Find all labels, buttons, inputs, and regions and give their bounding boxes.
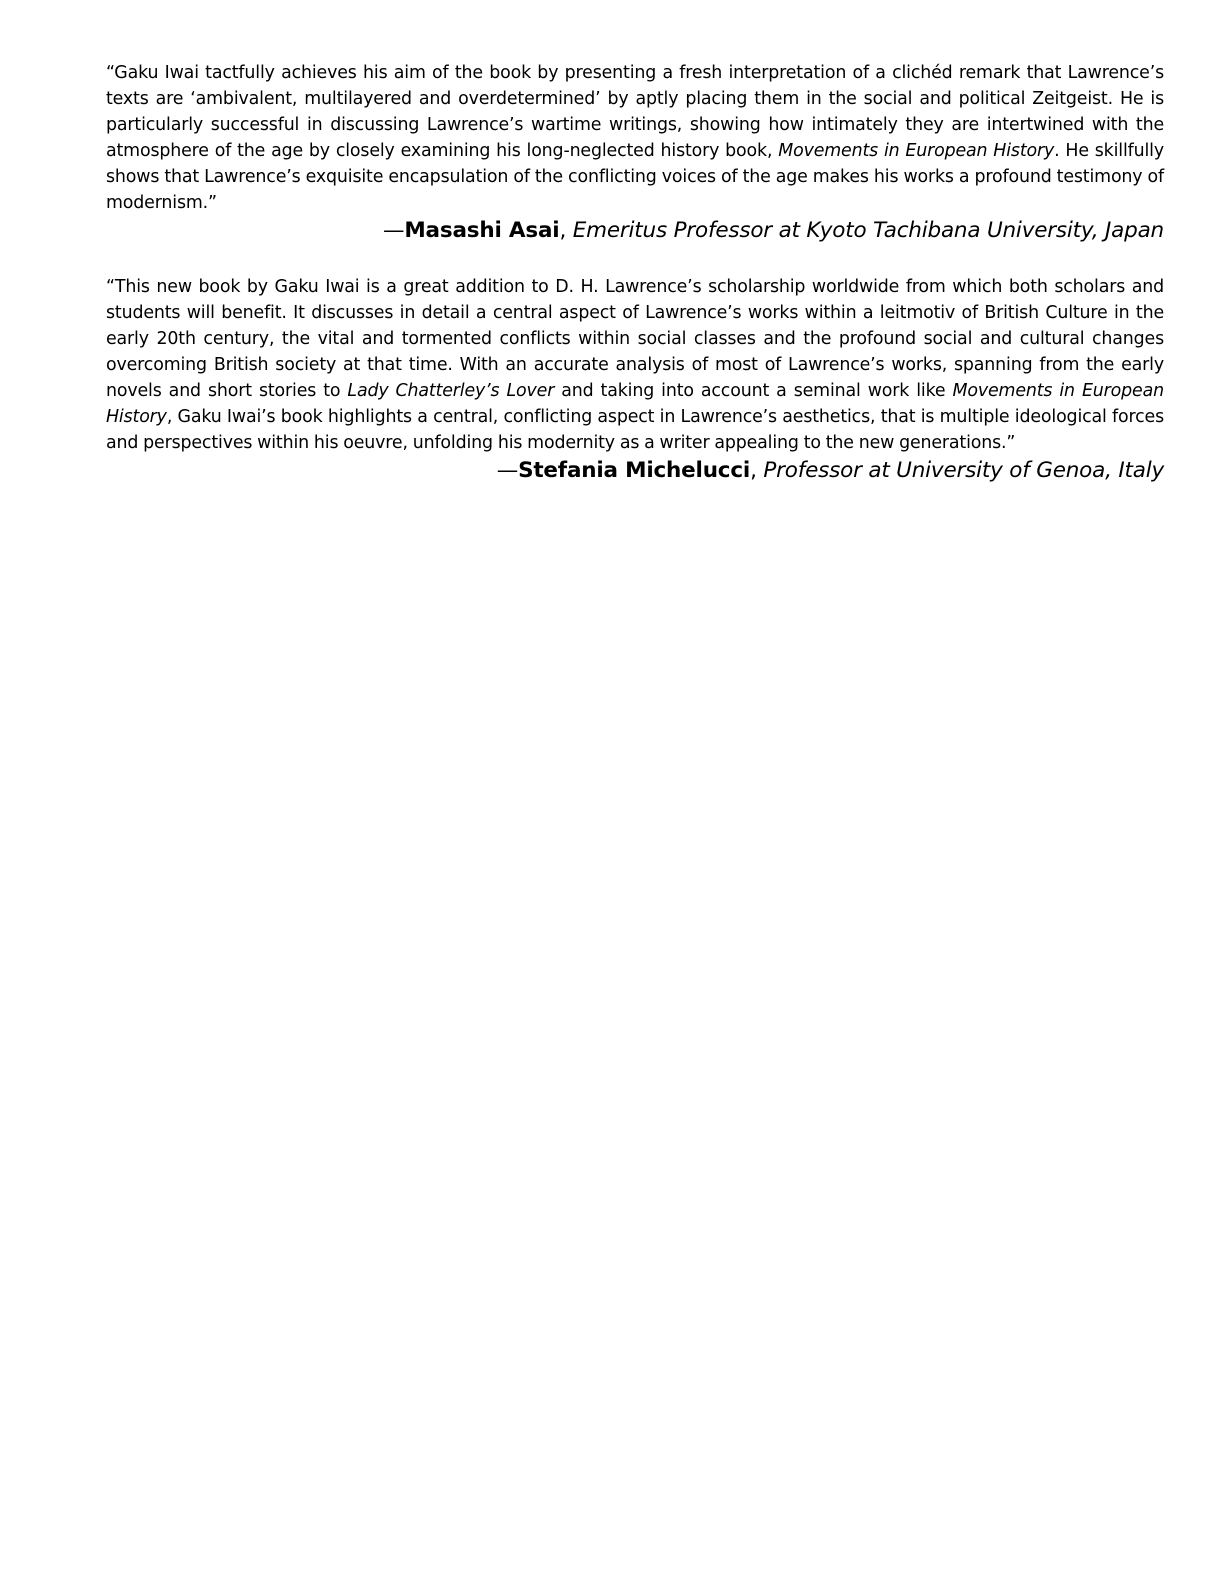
endorser-name: Stefania Michelucci [518, 458, 751, 483]
quote-text: “Gaku Iwai tactfully achieves his aim of the book by presenting a fresh interpretation of a clichéd remark that Lawrence’s texts are ‘ambivalent, multilayered and overdetermined’ by aptly placing them in the social and political Zeitgeist. He is particularly successful in discussing Lawrence’s wartime writings, showing how intimately they are intertwined with the atmosphere of the age by closely examining his long-neglected history book, [106, 63, 1164, 161]
quote-text: , Gaku Iwai’s book highlights a central, conflicting aspect in Lawrence’s aesthetics, that is multiple ideological forces and perspectives within his oeuvre, unfolding his modernity as a writer appealing to the new generations.” [106, 407, 1164, 453]
endorsement-quote [106, 60, 1164, 216]
endorser-name: Masashi Asai [404, 218, 560, 243]
quote-text: “This new book by Gaku Iwai is a great addition to D. H. Lawrence’s scholarship worldwide from which both scholars and students will benefit. It discusses in detail a central aspect of Lawrence’s works within a leitmotiv of British Culture in the early 20th century, the vital and tormented conflicts within social classes and the profound social and cultural changes overcoming British society at that time. With an accurate analysis of most of Lawrence’s works, spanning from the early novels and short stories to [106, 277, 1164, 401]
endorser-role: Emeritus Professor at Kyoto Tachibana University, Japan [572, 218, 1164, 243]
book-title: Lady Chatterley’s Lover [347, 381, 555, 401]
attribution-dash: — [496, 458, 519, 483]
attribution-separator: , [559, 218, 573, 243]
quote-text: and taking into account a seminal work like [554, 381, 953, 401]
attribution-separator: , [750, 458, 764, 483]
endorser-role: Professor at University of Genoa, Italy [763, 458, 1164, 483]
endorsements-page [106, 60, 1164, 486]
endorsement-michelucci [106, 274, 1164, 486]
endorsement-asai [106, 60, 1164, 246]
attribution-dash: — [383, 218, 405, 243]
book-title: Movements in European History [106, 381, 1164, 427]
book-title: Movements in European History [778, 141, 1055, 161]
quote-text: . He skillfully shows that Lawrence’s exquisite encapsulation of the conflicting voices of the age makes his works a profound testimony of modernism.” [106, 141, 1164, 213]
endorsement-quote [106, 274, 1164, 456]
endorsement-attribution [106, 216, 1164, 246]
endorsement-attribution [106, 456, 1164, 486]
